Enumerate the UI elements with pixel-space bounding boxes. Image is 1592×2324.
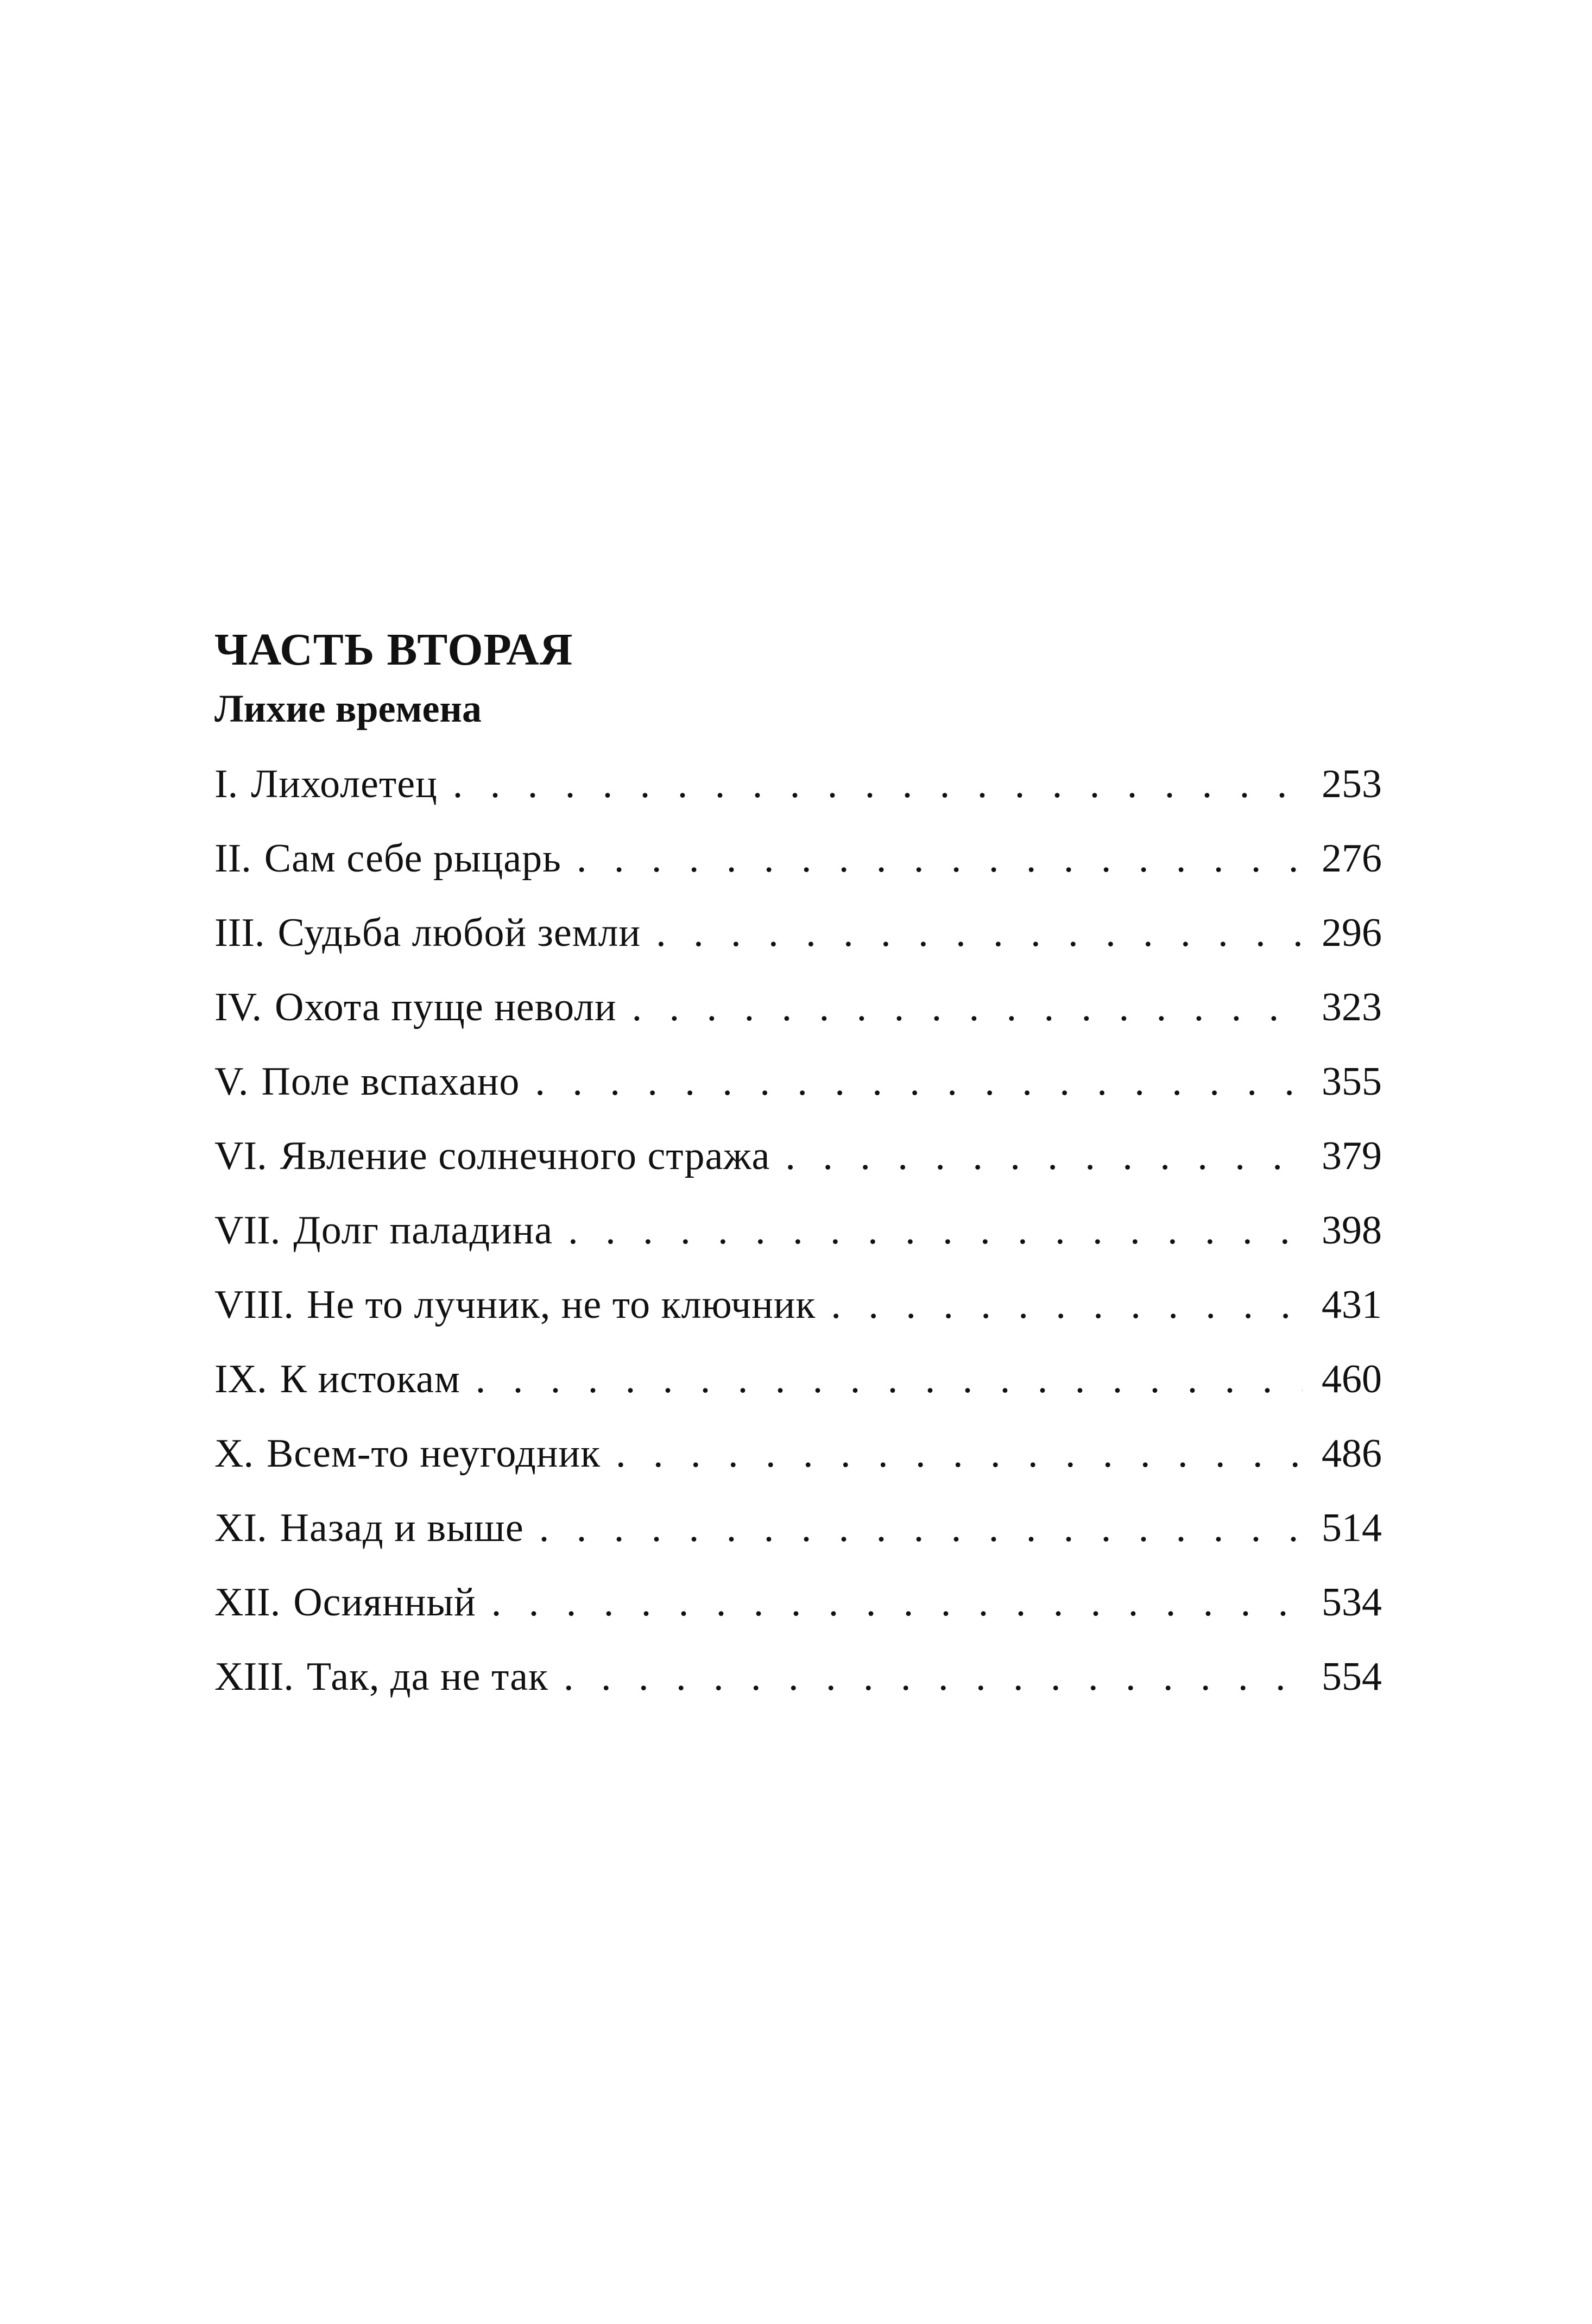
chapter-number: X. [214,1431,254,1476]
chapter-number: XI. [214,1506,267,1550]
dot-leader [573,838,1303,879]
chapter-page-number: 253 [1322,762,1382,806]
chapter-title: Сам себе рыцарь [264,836,561,881]
chapter-number: II. [214,836,251,881]
dot-leader [532,1062,1303,1102]
chapter-title: Лихолетец [251,762,438,806]
chapter-page-number: 323 [1322,985,1382,1030]
chapter-number: XIII. [214,1654,294,1699]
chapter-entry-4 [214,987,1382,1062]
chapter-page-number: 355 [1322,1059,1382,1104]
dot-leader [536,1508,1303,1548]
chapter-title: Поле вспахано [261,1059,520,1104]
dot-leader [782,1136,1303,1176]
chapter-entry-1 [214,764,1382,838]
chapter-title: Судьба любой земли [277,911,641,955]
chapter-page-number: 486 [1322,1431,1382,1476]
chapter-number: IV. [214,985,262,1030]
chapter-entry-9 [214,1359,1382,1433]
chapter-number: XII. [214,1580,281,1625]
chapter-number: IX. [214,1357,267,1401]
chapter-entry-11 [214,1508,1382,1582]
chapter-number: I. [214,762,238,806]
chapter-entry-7 [214,1210,1382,1285]
part-title: ЧАСТЬ ВТОРАЯ [214,624,573,675]
chapter-page-number: 276 [1322,836,1382,881]
chapter-title: Назад и выше [280,1506,524,1550]
chapter-page-number: 534 [1322,1580,1382,1625]
chapter-title: К истокам [280,1357,460,1401]
chapter-page-number: 379 [1322,1134,1382,1178]
table-of-contents [214,624,1382,1731]
chapter-number: VIII. [214,1283,294,1327]
chapter-page-number: 296 [1322,911,1382,955]
chapter-title: Охота пуще неволи [275,985,617,1030]
chapter-number: V. [214,1059,249,1104]
part-subtitle: Лихие времена [214,687,482,730]
chapter-list [214,764,1382,1731]
chapter-entry-10 [214,1433,1382,1508]
chapter-page-number: 460 [1322,1357,1382,1401]
chapter-title: Долг паладина [293,1208,553,1253]
chapter-entry-13 [214,1654,1382,1731]
chapter-page-number: 431 [1322,1283,1382,1327]
chapter-entry-8 [214,1285,1382,1359]
dot-leader [629,987,1303,1027]
chapter-entry-2 [214,838,1382,913]
chapter-entry-3 [214,913,1382,987]
chapter-number: III. [214,911,265,955]
chapter-title: Всем-то неугодник [266,1431,601,1476]
dot-leader [472,1359,1303,1399]
chapter-number: VII. [214,1208,281,1253]
dot-leader [827,1285,1303,1325]
dot-leader [560,1657,1303,1697]
dot-leader [612,1433,1303,1474]
dot-leader [450,764,1303,804]
chapter-title: Осиянный [293,1580,476,1625]
chapter-number: VI. [214,1134,267,1178]
chapter-entry-6 [214,1136,1382,1210]
dot-leader [565,1210,1303,1251]
chapter-page-number: 554 [1322,1654,1382,1699]
chapter-title: Явление солнечного стража [280,1134,770,1178]
chapter-entry-5 [214,1059,1382,1136]
chapter-entry-12 [214,1582,1382,1657]
chapter-title: Не то лучник, не то ключник [306,1283,816,1327]
chapter-page-number: 514 [1322,1506,1382,1550]
dot-leader [653,913,1303,953]
chapter-page-number: 398 [1322,1208,1382,1253]
chapter-title: Так, да не так [306,1654,549,1699]
dot-leader [488,1582,1303,1622]
